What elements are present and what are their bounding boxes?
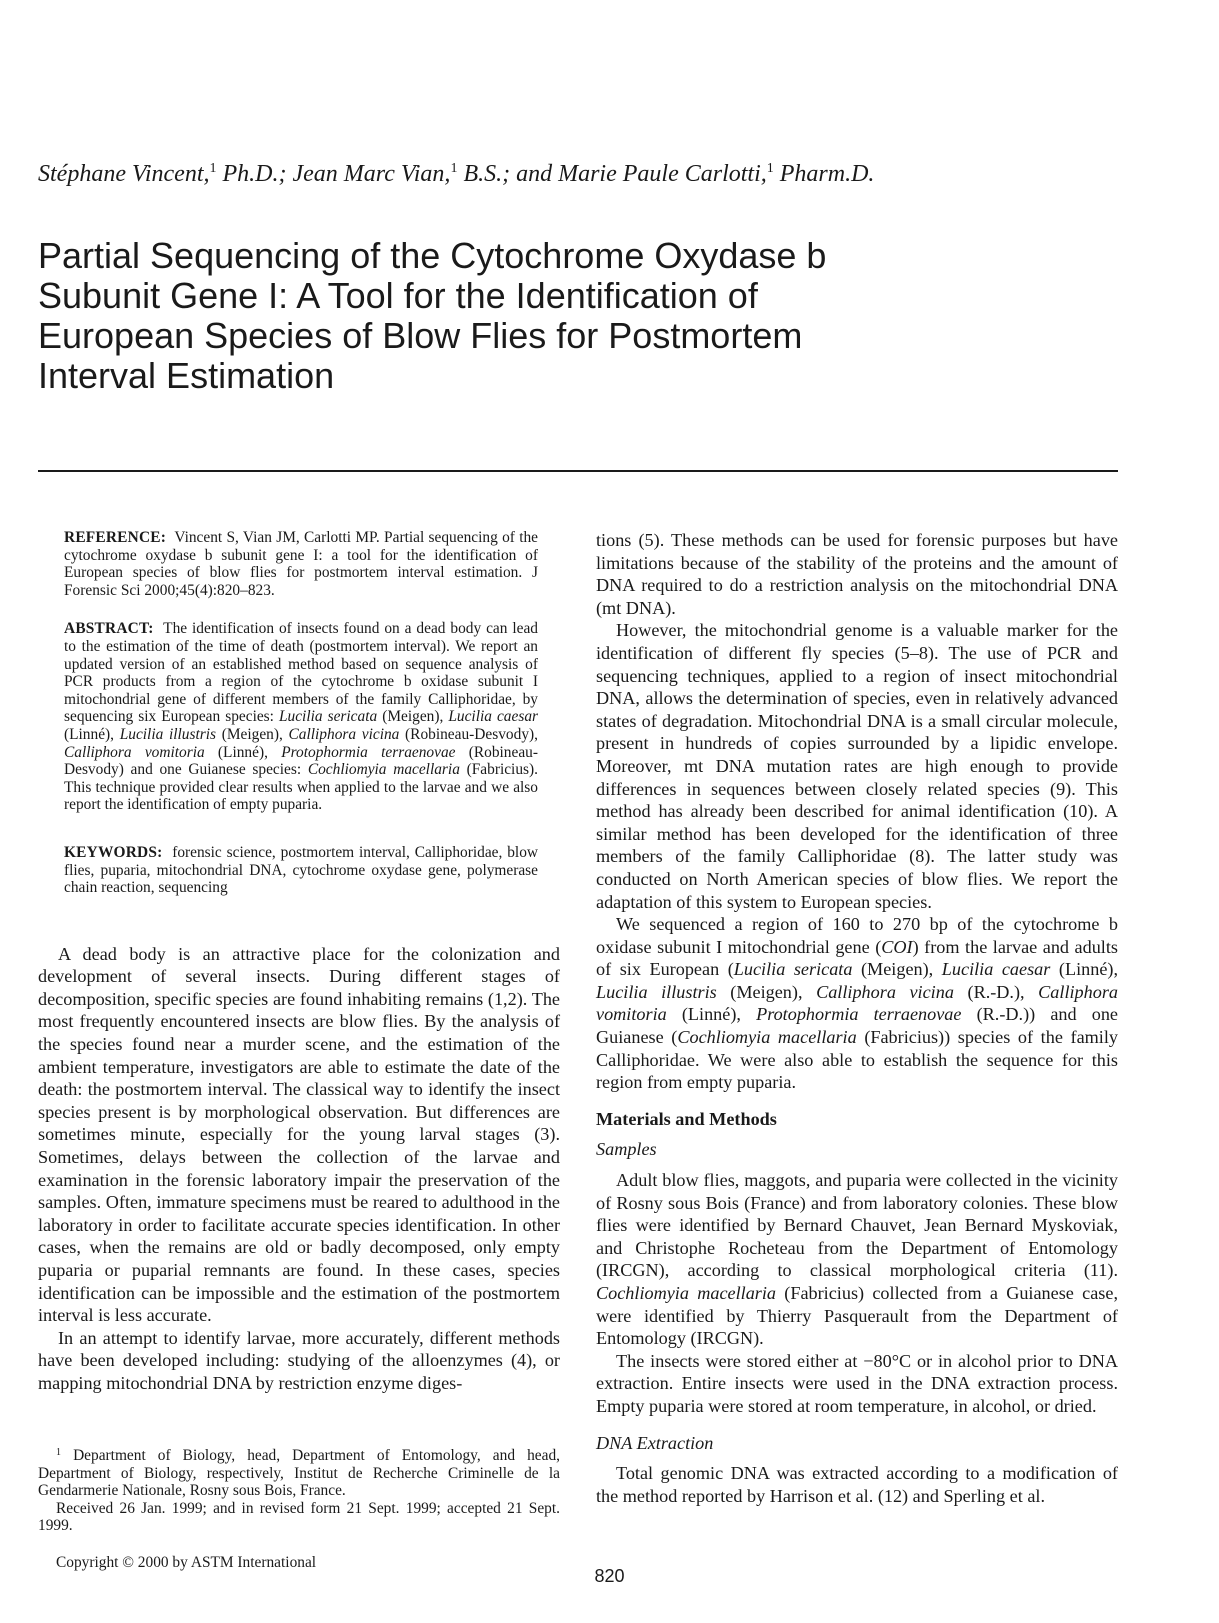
left-column xyxy=(38,529,560,1395)
copyright-notice: Copyright © 2000 by ASTM International xyxy=(56,1554,317,1571)
abstract-text: (Robineau-Desvody), xyxy=(399,725,538,743)
author-name: Marie Paule Carlotti, xyxy=(558,161,767,187)
body-text: (Linné), xyxy=(1050,959,1118,980)
footnote-marker: 1 xyxy=(56,1447,61,1458)
abstract-label: ABSTRACT: xyxy=(64,620,154,638)
author-degree: B.S.; and xyxy=(457,161,559,187)
abstract-text: The identification of insects found on a dead body can lead to the estimation of the time of death (postmortem interval). We report an updated version of an established method based on sequence analysis of PCR products from a region of the cytochrome b oxidase subunit I mitochondrial gene of different members of the family Calliphoridae, by sequencing six European species: xyxy=(64,620,538,726)
species-name: Cochliomyia macellaria xyxy=(307,761,460,779)
body-paragraph: Total genomic DNA was extracted according to a modification of the method reported by Harrison et al. (12) and Sperling et al. xyxy=(596,1463,1118,1506)
title-line: Subunit Gene I: A Tool for the Identification of xyxy=(38,275,758,316)
intro-paragraph: A dead body is an attractive place for the colonization and development of several insects. During different stages of decomposition, specific species are found inhabiting remains (1,2). The most frequently encountered insects are blow flies. By the analysis of the species found near a murder scene, and the estimation of the ambient temperature, investigators are able to estimate the date of the death: the postmortem interval. The classical way to identify the insect species present is by morphological observation. But differences are sometimes minute, especially for the young larval stages (3). Sometimes, delays between the collection of the larvae and examination in the forensic laboratory impair the preservation of the samples. Often, immature specimens must be reared to adulthood in the laboratory in order to facilitate accurate species identification. In other cases, when the remains are old or badly decomposed, only empty puparia or puparial remnants are found. In these cases, species identification can be impossible and the estimation of the postmortem interval is less accurate. xyxy=(38,943,560,1326)
title-line: European Species of Blow Flies for Postmortem xyxy=(38,315,803,356)
reference-label: REFERENCE: xyxy=(64,529,167,546)
keywords-text: forensic science, postmortem interval, Calliphoridae, blow flies, puparia, mitochondrial DNA, cytochrome oxydase gene, polymerase chain reaction, sequencing xyxy=(64,843,539,897)
abstract-text: (Fabricius). This technique provided clear results when applied to the larvae and we also report the identification of empty puparia. xyxy=(64,761,538,814)
body-paragraph xyxy=(596,1169,1118,1350)
species-name: Calliphora vicina xyxy=(816,981,954,1002)
species-name: Lucilia illustris xyxy=(596,981,717,1002)
species-name: Calliphora vomitoria xyxy=(64,743,205,761)
body-paragraph: However, the mitochondrial genome is a valuable marker for the identification of different fly species (5–8). The use of PCR and sequencing techniques, applied to a region of insect mitochondrial DNA, allows the determination of species, even in relatively advanced states of degradation. Mitochondrial DNA is a small circular molecule, present in hundreds of copies surrounded by a lipidic envelope. Moreover, mt DNA mutation rates are high enough to provide differences in sequences between closely related species (9). This method has already been described for animal identification (10). A similar method has been developed for the identification of three members of the family Calliphoridae (8). The latter study was conducted on North American species of blow flies. We report the adaptation of this system to European species. xyxy=(596,620,1118,912)
keywords-label: KEYWORDS: xyxy=(64,843,163,861)
body-text: ) from the larvae and adults of six European ( xyxy=(596,936,1118,980)
author-name: Stéphane Vincent, xyxy=(38,161,210,187)
title-line: Partial Sequencing of the Cytochrome Oxydase b xyxy=(38,235,827,276)
affiliation-marker: 1 xyxy=(766,161,774,176)
section-heading: Materials and Methods xyxy=(596,1108,777,1129)
right-column xyxy=(596,529,1118,1507)
subsection-heading: DNA Extraction xyxy=(596,1432,714,1453)
species-name: Lucilia sericata xyxy=(733,959,853,980)
author-name: Jean Marc Vian, xyxy=(292,161,451,187)
affiliation-marker: 1 xyxy=(209,161,217,176)
body-text: (R.-D.), xyxy=(953,981,1039,1002)
reference-text: Vincent S, Vian JM, Carlotti MP. Partial sequencing of the cytochrome oxydase b subunit gene I: a tool for the identification of European species of blow flies for postmortem interval estimation. J Forensic Sci 2000;45(4):820–823. xyxy=(64,529,539,599)
species-name: Lucilia sericata xyxy=(278,708,378,726)
body-text: (Linné), xyxy=(666,1004,757,1025)
body-paragraph: tions (5). These methods can be used for forensic purposes but have limitations because of the stability of the proteins and the amount of DNA required to do a restriction analysis on the mitochondrial DNA (mt DNA). xyxy=(596,530,1118,618)
author-degree: Pharm.D. xyxy=(773,161,875,187)
reference-block xyxy=(64,529,538,599)
body-text: (Meigen), xyxy=(716,981,817,1002)
body-text: (Fabricius)) species of the family Calliphoridae. We were also able to establish the sequence for this region from empty puparia. xyxy=(596,1027,1118,1093)
page-number: 820 xyxy=(594,1566,625,1586)
subsection-heading: Samples xyxy=(596,1139,657,1160)
footnote-text: Department of Biology, head, Department of Entomology, and head, Department of Biology, respectively, Institut de Recherche Criminelle de la Gendarmerie Nationale, Rosny sous Bois, France. xyxy=(38,1447,560,1500)
author-degree: Ph.D.; xyxy=(216,161,293,187)
species-name: Cochliomyia macellaria xyxy=(677,1027,857,1048)
abstract-text: (Robineau-Desvody) and one Guianese species: xyxy=(64,743,538,779)
species-name: Calliphora vomitoria xyxy=(596,981,1119,1025)
intro-paragraph: In an attempt to identify larvae, more accurately, different methods have been developed including: studying of the alloenzymes (4), or mapping mitochondrial DNA by restriction enzyme diges- xyxy=(38,1327,560,1393)
footnotes xyxy=(38,1447,560,1535)
abstract-text: (Linné), xyxy=(204,743,282,761)
body-text: (Fabricius) collected from a Guianese case, were identified by Thierry Pasquerault from the Department of Entomology (IRCGN). xyxy=(596,1283,1118,1349)
abstract-text: (Meigen), xyxy=(377,708,449,726)
body-paragraph: The insects were stored either at −80°C or in alcohol prior to DNA extraction. Entire insects were used in the DNA extraction process. Empty puparia were stored at room temperature, in alcohol, or dried. xyxy=(596,1350,1118,1416)
abstract-text: (Linné), xyxy=(64,725,120,743)
received-footnote: Received 26 Jan. 1999; and in revised form 21 Sept. 1999; accepted 21 Sept. 1999. xyxy=(38,1499,560,1535)
author-line xyxy=(38,158,1158,190)
body-text: (R.-D.)) and one Guianese ( xyxy=(596,1004,1118,1048)
species-name: Lucilia illustris xyxy=(119,725,217,743)
body-text: (Meigen), xyxy=(852,959,942,980)
affiliation-marker: 1 xyxy=(450,161,458,176)
species-name: Lucilia caesar xyxy=(448,708,539,726)
body-paragraph xyxy=(596,913,1118,1094)
species-name: Calliphora vicina xyxy=(288,725,400,743)
species-name: Protophormia terraenovae xyxy=(756,1004,962,1025)
body-text: Adult blow flies, maggots, and puparia were collected in the vicinity of Rosny sous Bois (France) and from laboratory colonies. These blow flies were identified by Bernard Chauvet, Jean Bernard Myskoviak, and Christophe Rocheteau from the Department of Entomology (IRCGN), according to classical morphological criteria (11). xyxy=(596,1170,1118,1281)
species-name: Protophormia terraenovae xyxy=(281,743,456,761)
paper-title xyxy=(38,236,938,396)
title-divider xyxy=(38,470,1118,472)
abstract-text: (Meigen), xyxy=(216,725,289,743)
title-line: Interval Estimation xyxy=(38,355,335,396)
body-text: We sequenced a region of 160 to 270 bp of the cytochrome b oxidase subunit I mitochondrial gene ( xyxy=(596,914,1118,957)
keywords-block xyxy=(64,844,538,897)
species-name: Cochliomyia macellaria xyxy=(596,1283,777,1303)
abstract-block xyxy=(64,620,538,814)
gene-name: COI xyxy=(881,936,913,957)
species-name: Lucilia caesar xyxy=(941,959,1051,980)
affiliation-footnote xyxy=(38,1447,560,1500)
